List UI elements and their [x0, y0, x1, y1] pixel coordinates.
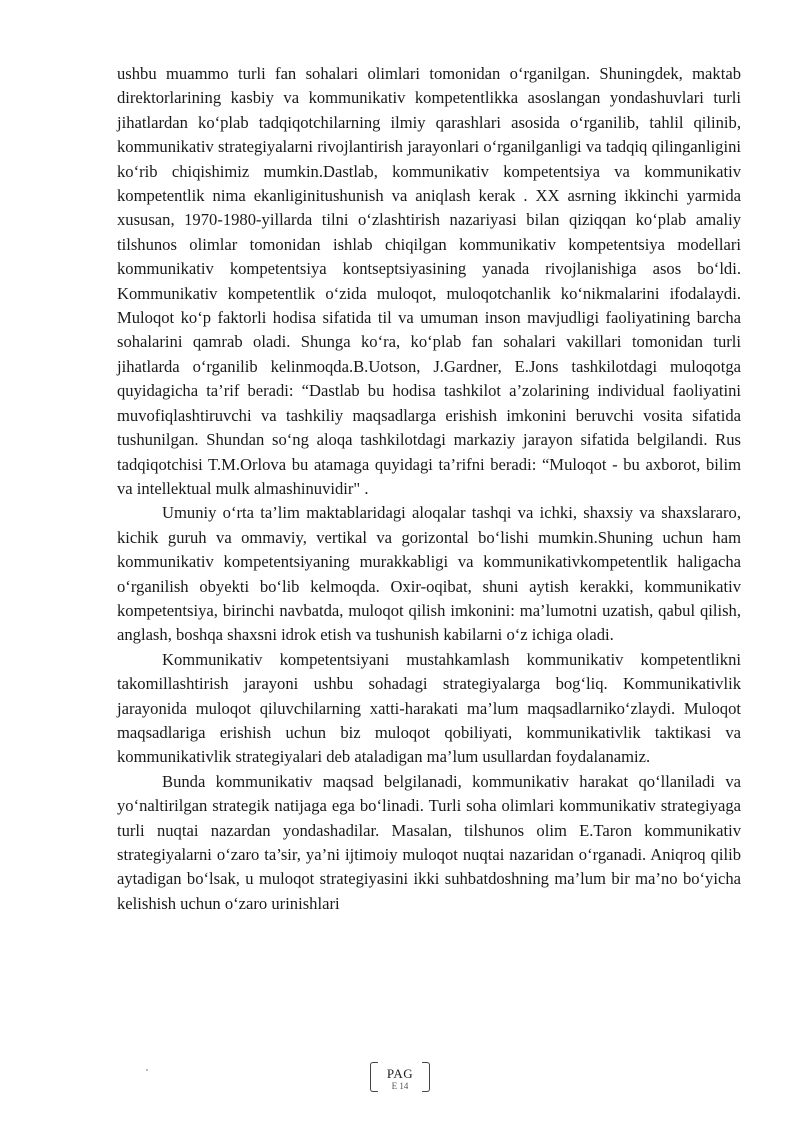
paragraph-2: Umuniy o‘rta ta’lim maktablaridagi aloqalar tashqi va ichki, shaxsiy va shaxslararo, kichik guruh va ommaviy, vertikal va gorizontal bo‘lishi mumkin.Shuning uchun ham kommunikativ kompetentsiyaning murakkabligi va kommunikativkompetentlik haligacha o‘rganilish obyekti bo‘lib kelmoqda. Oxir-oqibat, shuni aytish kerakki, kommunikativ kompetentsiya, birinchi navbatda, muloqot qilish imkonini: ma’lumotni uzatish, qabul qilish, anglash, boshqa shaxsni idrok etish va tushunish kabilarni o‘z ichiga oladi. [117, 503, 741, 645]
page-footer [0, 1058, 800, 1098]
document-body [117, 62, 741, 916]
paragraph-4: Bunda kommunikativ maqsad belgilanadi, kommunikativ harakat qo‘llaniladi va yo‘naltirilgan strategik natijaga ega bo‘linadi. Turli soha olimlari kommunikativ strategiyaga turli nuqtai nazardan yondashadilar. Masalan, tilshunos olim E.Taron kommunikativ strategiyalarni o‘zaro ta’sir, ya’ni ijtimoiy muloqot nuqtai nazaridan o‘rganadi. Aniqroq qilib aytadigan bo‘lsak, u muloqot strategiyasini ikki suhbatdoshning ma’lum bir ma’no bo‘yicha kelishish uchun o‘zaro urinishlari [117, 771, 741, 913]
page-number-label: PAG [386, 1066, 414, 1081]
paragraph-1: ushbu muammo turli fan sohalari olimlari tomonidan o‘rganilgan. Shuningdek, maktab direktorlarining kasbiy va kommunikativ kompetentlikka asoslangan yondashuvlari turli jihatlardan ko‘plab tadqiqotchilarning ilmiy qarashlari asosida o‘rganilib, tahlil qilinib, kommunikativ strategiyalarni rivojlantirish jarayonlari o‘rganilganligi va tadqiq qilinganligini ko‘rib chiqishimiz mumkin.Dastlab, kommunikativ kompetentsiya va kommunikativ kompetentlik nima ekanliginitushunish va aniqlash kerak . XX asrning ikkinchi yarmida xususan, 1970-1980-yillarda tilni o‘zlashtirish nazariyasi bilan qiziqqan ko‘plab amaliy tilshunos olimlar tomonidan ishlab chiqilgan kommunikativ kompetentsiya modellari kommunikativ kompetentsiya kontseptsiyasining yanada rivojlanishiga asos bo‘ldi. Kommunikativ kompetentlik o‘zida muloqot, muloqotchanlik ko‘nikmalarini ifodalaydi. Muloqot ko‘p faktorli hodisa sifatida til va umuman inson mavjudligi faoliyatining barcha sohalarini qamrab oladi. Shunga ko‘ra, ko‘plab fan sohalari vakillari tomonidan turli jihatlarda o‘rganilib kelinmoqda.B.Uotson, J.Gardner, E.Jons tashkilotdagi muloqotga quyidagicha ta’rif beradi: “Dastlab bu hodisa tashkilot a’zolarining individual faoliyatini muvofiqlashtiruvchi va tashkiliy maqsadlarga erishish imkonini beruvchi vosita sifatida tushunilgan. Shundan so‘ng aloqa tashkilotdagi markaziy jarayon sifatida belgilandi. Rus tadqiqotchisi T.M.Orlova bu atamaga quyidagi ta’rifni beradi: “Muloqot - bu axborot, bilim va intellektual mulk almashinuvidir" . [117, 64, 741, 498]
page-number-sub: E 14 [391, 1082, 409, 1090]
right-bracket-icon [422, 1062, 430, 1092]
page-number-box [370, 1058, 430, 1096]
paragraph-3: Kommunikativ kompetentsiyani mustahkamlash kommunikativ kompetentlikni takomillashtirish jarayoni ushbu sohadagi strategiyalarga bog‘liq. Kommunikativlik jarayonida muloqot qiluvchilarning xatti-harakati ma’lum maqsadlarniko‘zlaydi. Muloqot maqsadlariga erishish uchun biz muloqot qobiliyati, kommunikativlik taktikasi va kommunikativlik strategiyalari deb ataladigan ma’lum usullardan foydalanamiz. [117, 649, 741, 767]
left-bracket-icon [370, 1062, 378, 1092]
